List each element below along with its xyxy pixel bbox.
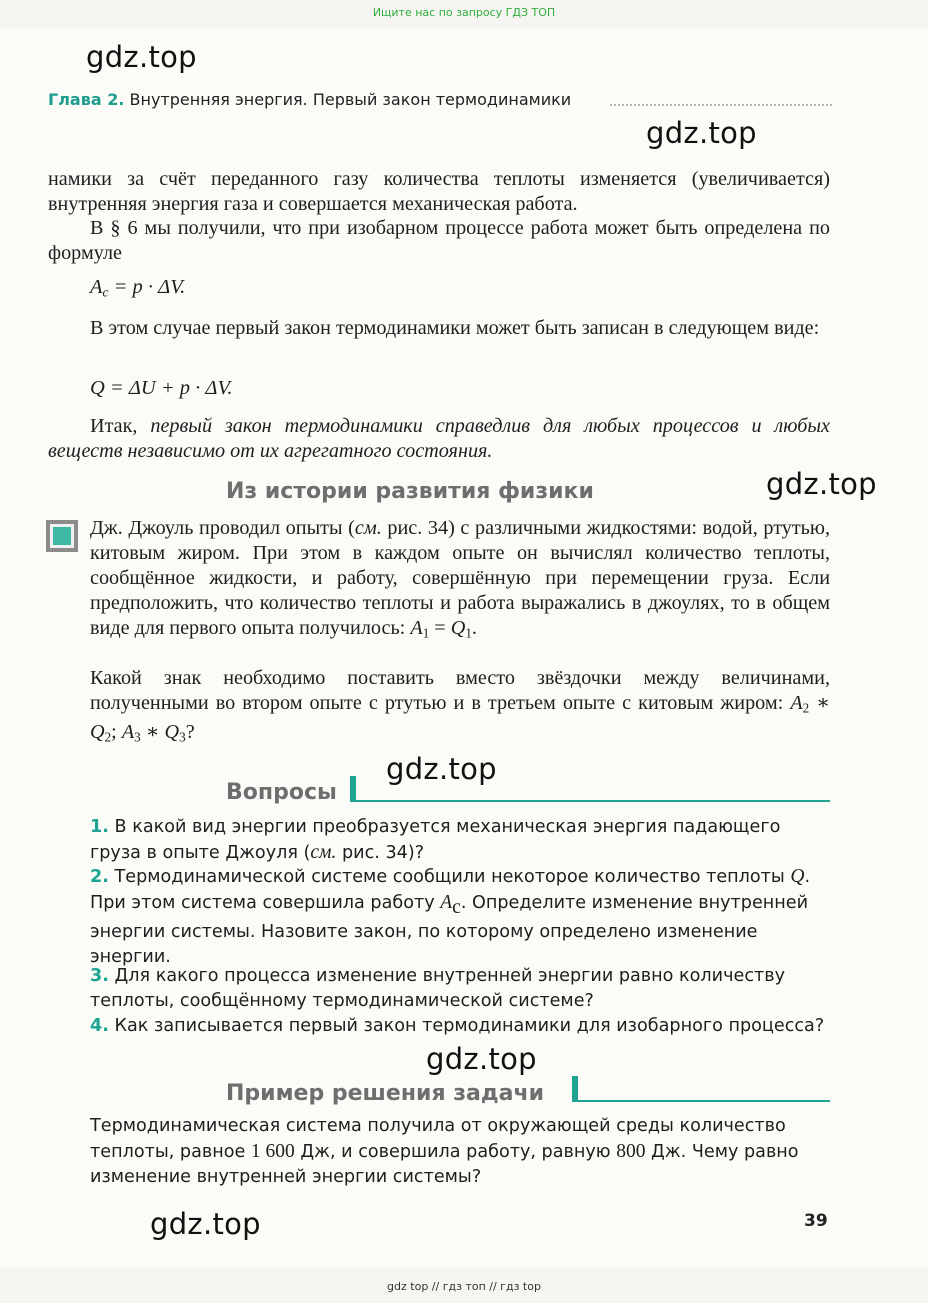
history-text: Дж. Джоуль проводил опыты (см. рис. 34) с различными жидкостями: водой, ртутью, китовым жиром. При этом в каждом опыте он вычислял количество теплоты, сообщённое жидкости, и работу, совершённую при перемещении груза. Если предположить, что количество теплоты и работа выражались в джоулях, то в общем виде для первого опыта получилось: $A_1 = Q_1$. — [90, 517, 830, 641]
watermark: gdz.top — [86, 40, 197, 74]
footer-links[interactable]: gdz top // гдз топ // гдз top — [387, 1280, 541, 1293]
example-heading: Пример решения задачи — [226, 1081, 545, 1106]
question-item: 4. Как записывается первый закон термодинамики для изобарного процесса? — [90, 1016, 825, 1036]
question-item: 1. В какой вид энергии преобразуется механическая энергия падающего груза в опыте Джоуля (см. рис. 34)? — [90, 817, 781, 863]
paragraph: В этом случае первый закон термодинамики может быть записан в следующем виде: — [90, 317, 820, 339]
questions-accent-bar — [350, 776, 356, 802]
question-item: 2. Термодинамической системе сообщили некоторое количество теплоты Q. При этом система совершила работу $A_c$. Определите изменение внутренней энергии системы. Назовите закон, по которому определено изменение энергии. — [90, 866, 811, 967]
history-question: Какой знак необходимо поставить вместо звёздочки между величинами, полученными во втором опыте с ртутью и в третьем опыте с китовым жиром: $A_2$ ∗ $Q_2$; $A_3$ ∗ $Q_3$? — [90, 667, 830, 745]
paragraph-conclusion: Итак, первый закон термодинамики справедлив для любых процессов и любых веществ независимо от их агрегатного состояния. — [48, 415, 830, 462]
chapter-title: Внутренняя энергия. Первый закон термодинамики — [129, 90, 572, 109]
history-heading: Из истории развития физики — [226, 479, 594, 504]
chapter-header — [48, 90, 608, 109]
paragraph: В § 6 мы получили, что при изобарном процессе работа может быть определена по формуле — [48, 217, 830, 264]
watermark: gdz.top — [766, 467, 877, 501]
paragraph: намики за счёт переданного газу количества теплоты изменяется (увеличивается) внутренняя энергия газа и совершается механическая работа. — [48, 168, 830, 215]
questions-accent-line — [350, 800, 830, 802]
formula-work: $A_c = p \cdot \Delta V$. — [90, 276, 186, 300]
watermark: gdz.top — [150, 1207, 261, 1241]
chapter-rule — [610, 104, 832, 106]
example-problem: Термодинамическая система получила от окружающей среды количество теплоты, равное 1 600 Дж, и совершила работу, равную 800 Дж. Чему равно изменение внутренней энергии системы? — [90, 1116, 799, 1187]
chapter-number: Глава 2. — [48, 90, 125, 109]
question-item: 3. Для какого процесса изменение внутренней энергии равно количеству теплоты, сообщённому термодинамической системе? — [90, 966, 786, 1011]
example-accent-bar — [572, 1076, 578, 1102]
top-banner[interactable]: Ищите нас по запросу ГДЗ ТОП — [372, 6, 556, 19]
history-square-icon — [46, 520, 78, 552]
watermark: gdz.top — [646, 116, 757, 150]
page-number: 39 — [804, 1211, 828, 1231]
questions-heading: Вопросы — [226, 780, 337, 805]
watermark: gdz.top — [426, 1042, 537, 1076]
watermark: gdz.top — [386, 752, 497, 786]
example-accent-line — [572, 1100, 830, 1102]
formula-first-law: Q = ΔU + p · ΔV. — [90, 377, 233, 399]
